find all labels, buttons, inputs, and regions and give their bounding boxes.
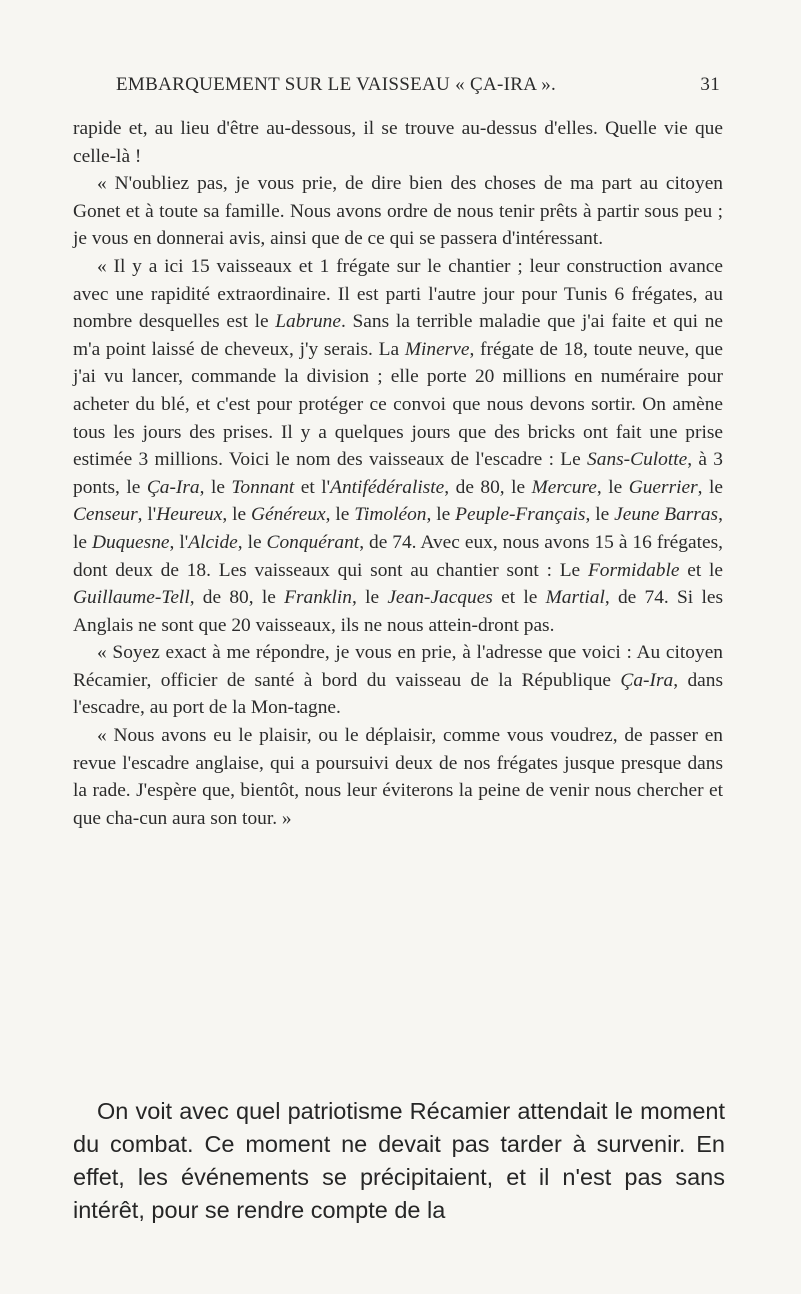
paragraph-4 bbox=[73, 639, 723, 722]
ship-name: Ça-Ira bbox=[146, 476, 200, 498]
text-run: , dans l'escadre, au port de la Mon-tagne. bbox=[73, 669, 723, 719]
text-run: , le bbox=[73, 504, 723, 553]
ship-name: Tonnant bbox=[231, 476, 295, 498]
text-run: , de 74. Si les Anglais ne sont que 20 vaisseaux, ils ne nous attein-dront pas. bbox=[73, 587, 723, 636]
closing-text: On voit avec quel patriotisme Récamier attendait le moment du combat. Ce moment ne devait pas tarder à survenir. En effet, les événements se précipitaient, et il n'est pas sans intérêt, pour se rendre compte de la bbox=[73, 1098, 725, 1223]
text-run: et le bbox=[492, 587, 546, 609]
ship-name: Alcide bbox=[188, 531, 238, 553]
ship-name: Mercure bbox=[531, 476, 597, 498]
running-head bbox=[116, 74, 720, 104]
ship-name: Labrune bbox=[275, 311, 341, 333]
text-run: , frégate de 18, toute neuve, que j'ai vu lancer, commande la division ; elle porte 20 millions en numéraire pour acheter du blé, et c'est pour protéger ce convoi que nous devons sortir. On amène tous les jours des prises. Il y a quelques jours que des bricks ont fait une prise estimée 3 millions. Voici le nom des vaisseaux de l'escadre : Le bbox=[73, 338, 723, 471]
paragraph-2: « N'oubliez pas, je vous prie, de dire bien des choses de ma part au citoyen Gonet et à toute sa famille. Nous avons ordre de nous tenir prêts à partir sous peu ; je vous en donnerai avis, ainsi que de ce qui se passera d'intéressant. bbox=[73, 173, 723, 250]
text-run: , le bbox=[199, 476, 232, 498]
ship-name: Sans-Culotte bbox=[587, 449, 688, 471]
text-run: . Sans la terrible maladie que j'ai faite et qui ne m'a point laissé de cheveux, j'y serais. La bbox=[73, 311, 723, 360]
ship-name: Généreux bbox=[250, 504, 326, 526]
text-run: , de 80, le bbox=[189, 587, 285, 609]
text-run: , le bbox=[351, 587, 388, 609]
page-number: 31 bbox=[700, 74, 720, 95]
text-run: , l' bbox=[137, 504, 157, 526]
text-run: , le bbox=[596, 476, 629, 498]
text-run: , de 80, le bbox=[444, 476, 532, 498]
ship-name: Jean-Jacques bbox=[387, 587, 493, 609]
text-run: et l' bbox=[294, 476, 331, 498]
text-run: et le bbox=[679, 559, 723, 581]
ship-name: Franklin bbox=[284, 587, 352, 609]
ship-name: Timoléon bbox=[354, 504, 427, 526]
ship-name: Conquérant bbox=[266, 531, 360, 553]
text-run: , le bbox=[426, 504, 456, 526]
text-run: « Soyez exact à me répondre, je vous en prie, à l'adresse que voici : Au citoyen Récamier, officier de santé à bord du vaisseau de la République bbox=[73, 642, 723, 691]
running-title: EMBARQUEMENT SUR LE VAISSEAU « ÇA-IRA ». bbox=[116, 74, 557, 95]
ship-name: Antifédéraliste bbox=[330, 476, 445, 498]
text-run: , le bbox=[222, 504, 251, 526]
text-run: , le bbox=[237, 531, 267, 553]
text-run: , le bbox=[585, 504, 615, 526]
ship-name: Peuple-Français bbox=[455, 504, 586, 526]
ship-name: Formidable bbox=[587, 559, 680, 581]
ship-name: Guerrier bbox=[628, 476, 698, 498]
ship-name: Martial bbox=[545, 587, 605, 609]
paragraph-5: « Nous avons eu le plaisir, ou le déplaisir, comme vous voudrez, de passer en revue l'escadre anglaise, qui a poursuivi deux de nos frégates jusque presque dans la rade. J'espère que, bientôt, nous leur éviterons la peine de venir nous chercher et que cha-cun aura son tour. » bbox=[73, 725, 723, 829]
paragraph-3 bbox=[73, 253, 723, 639]
ship-name: Minerve bbox=[404, 338, 470, 360]
ship-name: Jeune Barras bbox=[614, 504, 719, 526]
ship-name: Censeur bbox=[73, 504, 138, 526]
letter-body bbox=[73, 115, 723, 832]
text-run: , à 3 ponts, le bbox=[73, 449, 723, 498]
text-run: , l' bbox=[169, 531, 189, 553]
text-run: « Il y a ici 15 vaisseaux et 1 frégate sur le chantier ; leur construction avance avec une rapidité extraordinaire. Il est parti l'autre jour pour Tunis 6 frégates, au nombre desquelles est le bbox=[73, 255, 723, 333]
paragraph-1: rapide et, au lieu d'être au-dessous, il se trouve au-dessus d'elles. Quelle vie que celle-là ! bbox=[73, 118, 723, 167]
ship-name: Ça-Ira bbox=[620, 669, 674, 691]
text-run: , de 74. Avec eux, nous avons 15 à 16 frégates, dont deux de 18. Les vaisseaux qui sont au chantier sont : Le bbox=[73, 531, 723, 581]
ship-name: Guillaume-Tell bbox=[73, 587, 190, 609]
text-run: , le bbox=[697, 476, 723, 498]
ship-name: Heureux bbox=[156, 504, 223, 526]
ship-name: Duquesne bbox=[91, 531, 170, 553]
closing-paragraph bbox=[73, 1095, 725, 1227]
text-run: , le bbox=[325, 504, 355, 526]
